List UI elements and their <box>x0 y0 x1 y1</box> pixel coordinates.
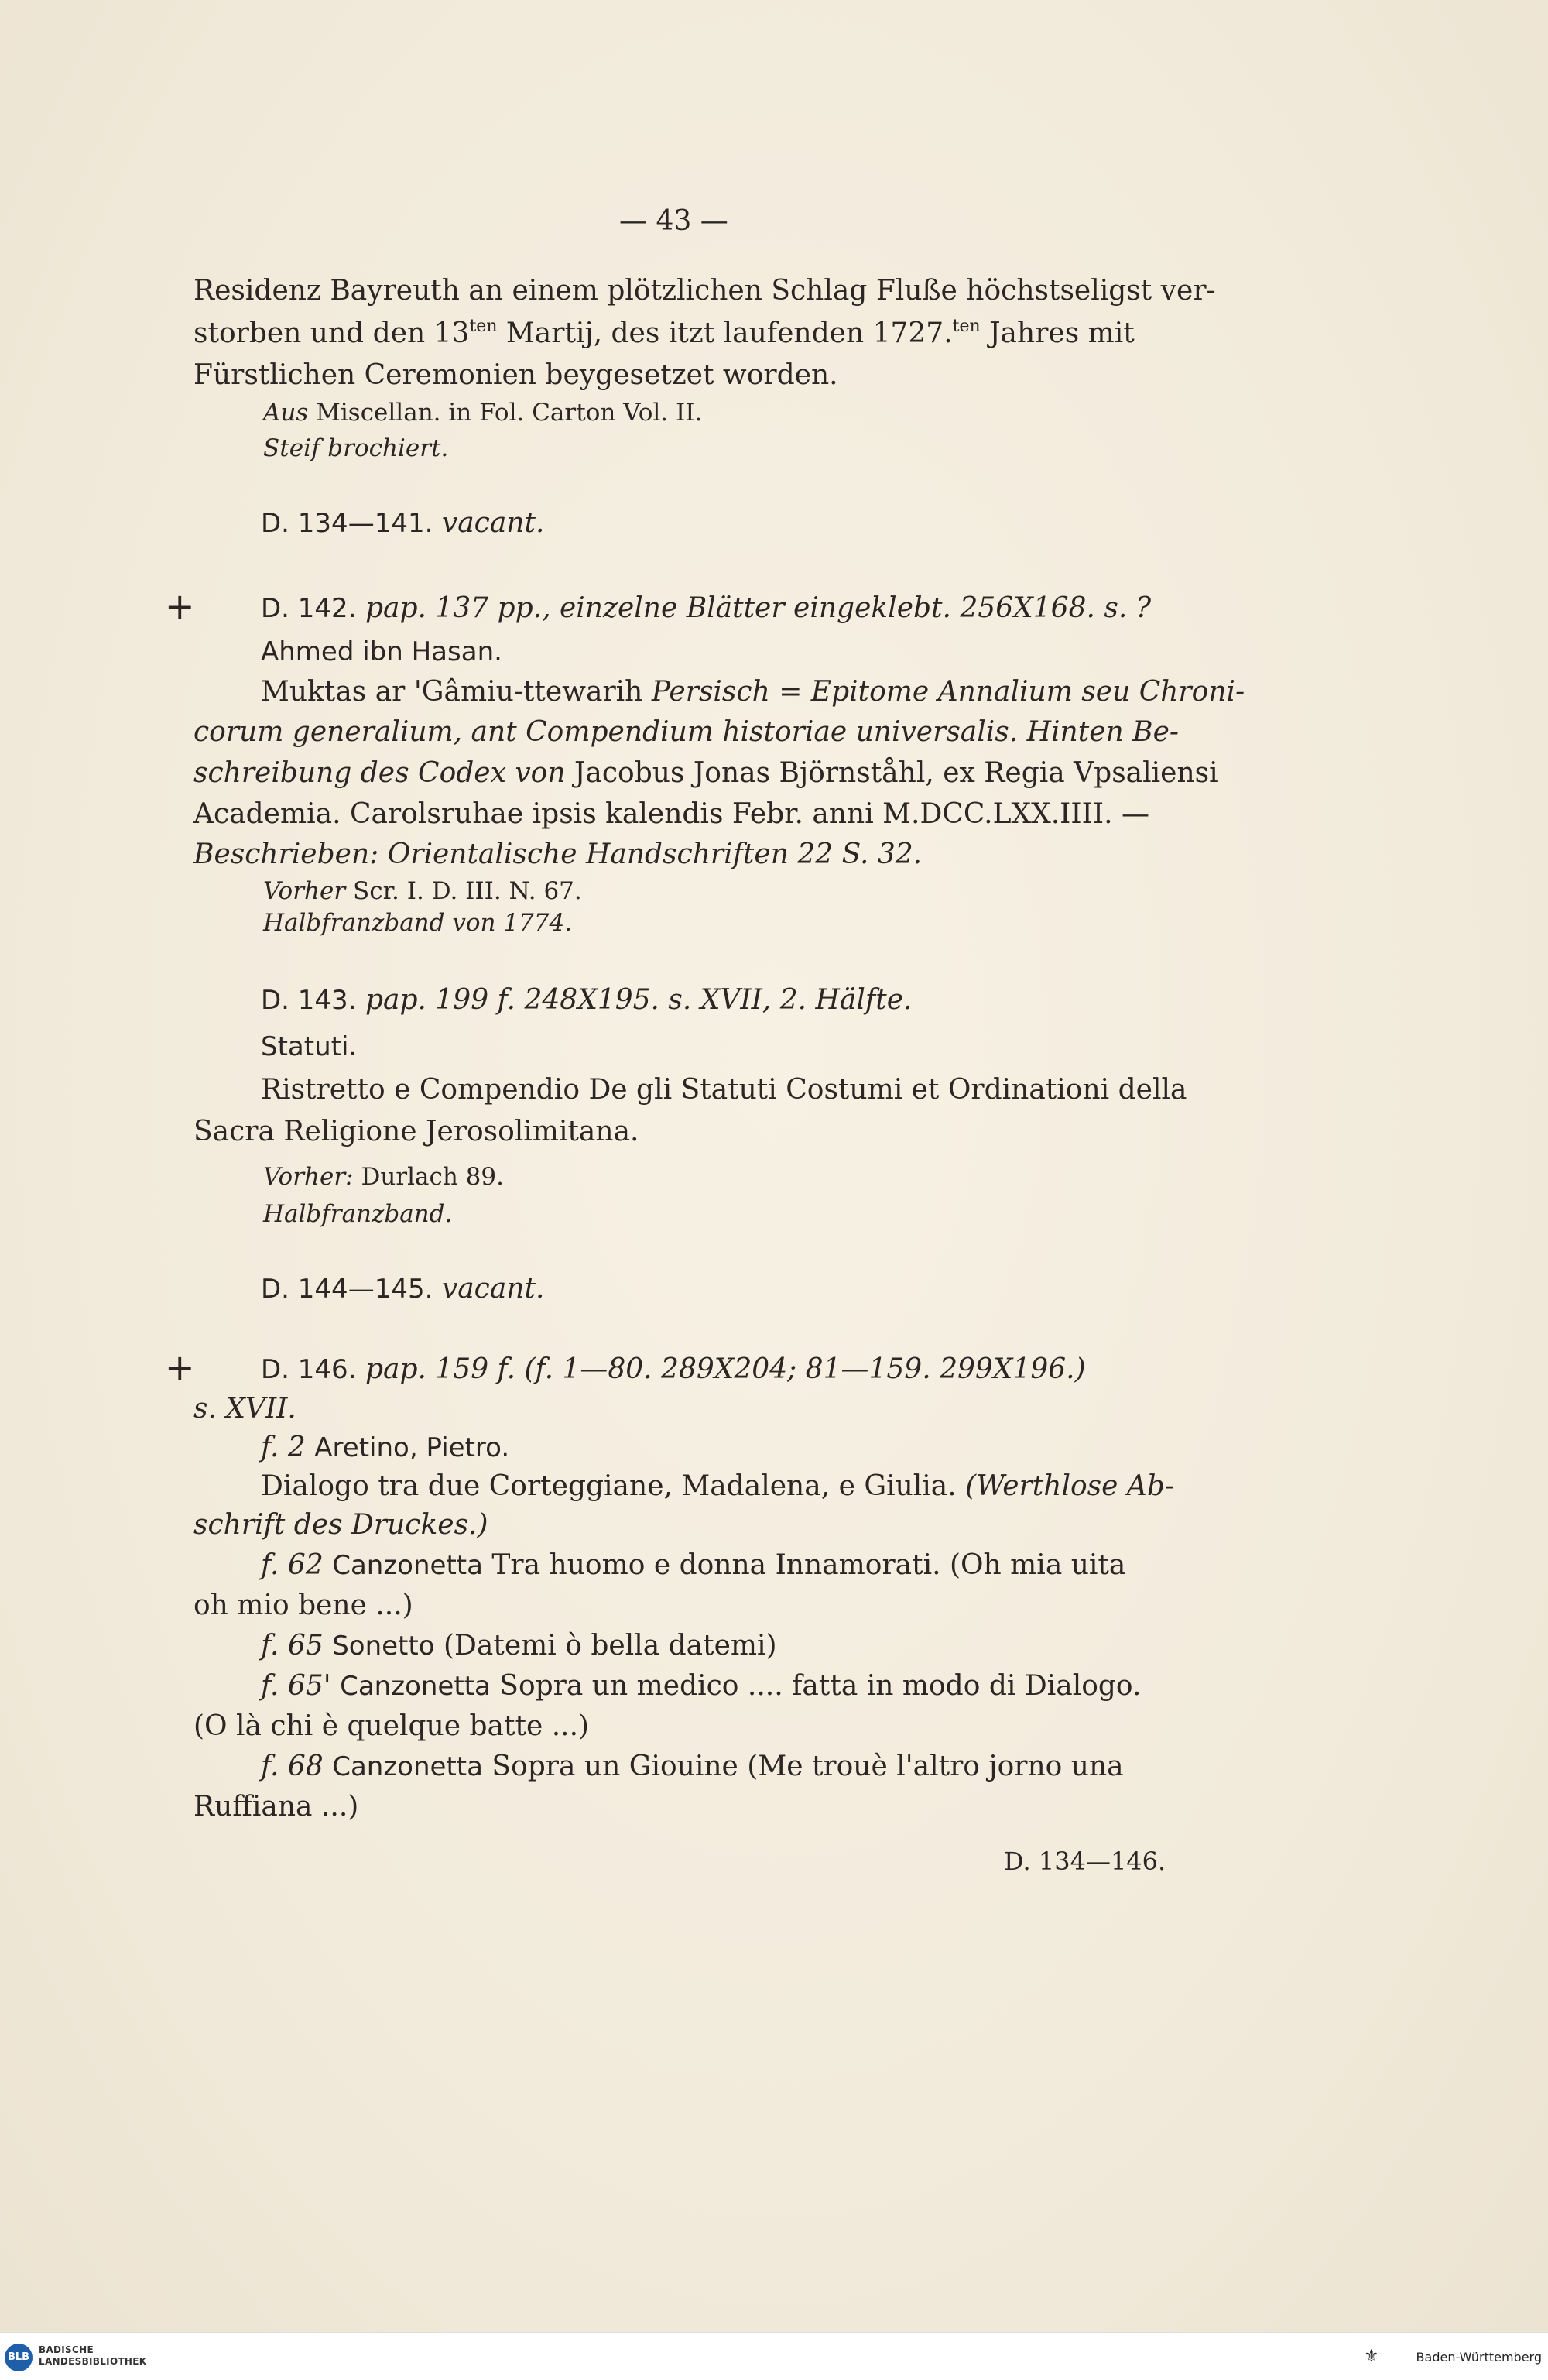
text: Residenz Bayreuth an einem plötzlichen Schlag Fluße höchstseligst ver- <box>194 275 1216 307</box>
entry-146-header <box>261 1351 1086 1388</box>
library-logo[interactable]: BLB <box>5 2344 33 2371</box>
folio-entry <box>261 1627 777 1665</box>
text-line: Beschrieben: Orientalische Handschriften 22 S. 32. <box>194 838 923 870</box>
text-line <box>261 1468 1174 1505</box>
folio-title: Canzonetta <box>332 1550 483 1581</box>
folio-title: Canzonetta <box>332 1751 483 1782</box>
text: (Datemi ò bella datemi) <box>443 1630 777 1662</box>
library-name-line: BADISCHE <box>39 2344 94 2355</box>
text: storben und den 13 <box>194 317 470 349</box>
folio-entry <box>261 1429 509 1466</box>
text-line: oh mio bene ...) <box>194 1590 413 1621</box>
entry-title: Statuti. <box>261 1031 358 1062</box>
entry-code: D. 146. <box>261 1354 357 1385</box>
text: (Werthlose Ab- <box>965 1470 1175 1502</box>
text: Muktas ar 'Gâmiu-ttewarih <box>261 676 643 708</box>
text: schreibung des Codex von <box>194 757 566 789</box>
entry-code: D. 144—145. <box>261 1274 433 1305</box>
folio-author: Aretino, Pietro. <box>314 1432 510 1463</box>
text: Persisch = Epitome Annalium seu Chroni- <box>651 676 1245 708</box>
prior-signature <box>263 1158 504 1195</box>
entry-142-header <box>261 590 1151 627</box>
folio-entry <box>261 1668 1141 1705</box>
entry-desc: pap. 159 f. (f. 1—80. 289X204; 81—159. 299X196.) <box>365 1353 1086 1385</box>
state-name[interactable]: Baden-Württemberg <box>1416 2350 1542 2365</box>
source-text: Miscellan. in Fol. Carton Vol. II. <box>316 399 703 427</box>
text: Sopra un Giouine (Me trouè l'altro jorno una <box>491 1751 1124 1782</box>
library-name[interactable] <box>39 2344 209 2368</box>
entry-desc: pap. 199 f. 248X195. s. XVII, 2. Hälfte. <box>365 984 913 1016</box>
folio-ref: f. 62 <box>261 1549 324 1581</box>
entry-144 <box>261 1271 544 1308</box>
text-line <box>194 273 1216 310</box>
text-line: corum generalium, ant Compendium historiae universalis. Hinten Be- <box>194 716 1180 748</box>
prior-text: Durlach 89. <box>361 1163 504 1191</box>
entry-code: D. 143. <box>261 985 357 1016</box>
library-name-line: LANDESBIBLIOTHEK <box>39 2356 147 2367</box>
entry-desc: pap. 137 pp., einzelne Blätter eingeklebt. 256X168. s. ? <box>365 592 1152 624</box>
text-line: Fürstlichen Ceremonien beygesetzet worden. <box>194 359 838 391</box>
entry-century: s. XVII. <box>194 1393 296 1425</box>
entry-143-header <box>261 982 912 1019</box>
binding-note: Halbfranzband von 1774. <box>263 909 573 937</box>
text-line <box>194 755 1218 792</box>
text: Martij, des itzt laufenden 1727. <box>497 317 953 349</box>
page-range-footer: D. 134—146. <box>1004 1847 1166 1876</box>
text-line: schrift des Druckes.) <box>194 1509 488 1541</box>
source-note <box>263 394 702 431</box>
folio-title: Sonetto <box>332 1631 435 1662</box>
text: Sopra un medico .... fatta in modo di Dialogo. <box>499 1670 1142 1702</box>
folio-entry <box>261 1547 1125 1584</box>
text: Jahres mit <box>980 317 1135 349</box>
text-line <box>261 674 1245 711</box>
folio-ref: f. 2 <box>261 1432 306 1463</box>
entry-author: Ahmed ibn Hasan. <box>261 636 502 667</box>
folio-entry <box>261 1748 1124 1785</box>
text-line: Academia. Carolsruhae ipsis kalendis Febr. anni M.DCC.LXX.IIII. — <box>194 798 1149 830</box>
text-line: Sacra Religione Jerosolimitana. <box>194 1116 639 1147</box>
entry-134 <box>261 505 544 542</box>
superscript: ten <box>952 317 981 336</box>
prior-label: Vorher: <box>263 1163 354 1191</box>
marker-plus: + <box>165 585 195 627</box>
marker-plus: + <box>165 1346 195 1388</box>
prior-label: Vorher <box>263 877 346 905</box>
source-label: Aus <box>263 399 309 427</box>
folio-ref: f. 68 <box>261 1751 324 1782</box>
folio-ref: f. 65 <box>261 1630 324 1662</box>
text: Dialogo tra due Corteggiane, Madalena, e Giulia. <box>261 1470 957 1502</box>
coat-of-arms-icon: ⚜ <box>1364 2347 1379 2366</box>
text-line <box>194 315 1184 352</box>
folio-title: Canzonetta <box>340 1671 491 1702</box>
text-line: Ristretto e Compendio De gli Statuti Costumi et Ordinationi della <box>261 1074 1187 1106</box>
entry-code: D. 142. <box>261 593 357 624</box>
binding-note: Steif brochiert. <box>263 434 449 462</box>
text-line: (O là chi è quelque batte ...) <box>194 1710 590 1742</box>
page-number: — 43 — <box>619 205 728 237</box>
text-line: Ruffiana ...) <box>194 1791 359 1823</box>
superscript: ten <box>469 317 498 336</box>
folio-ref: f. 65' <box>261 1670 331 1702</box>
binding-note: Halbfranzband. <box>263 1200 453 1228</box>
text: Jacobus Jonas Björnståhl, ex Regia Vpsaliensi <box>574 757 1218 789</box>
text: Tra huomo e donna Innamorati. (Oh mia uita <box>491 1549 1126 1581</box>
prior-text: Scr. I. D. III. N. 67. <box>353 877 582 905</box>
entry-status: vacant. <box>441 507 545 539</box>
viewer-footer <box>0 2332 1548 2380</box>
entry-code: D. 134—141. <box>261 508 433 539</box>
entry-status: vacant. <box>441 1273 545 1305</box>
